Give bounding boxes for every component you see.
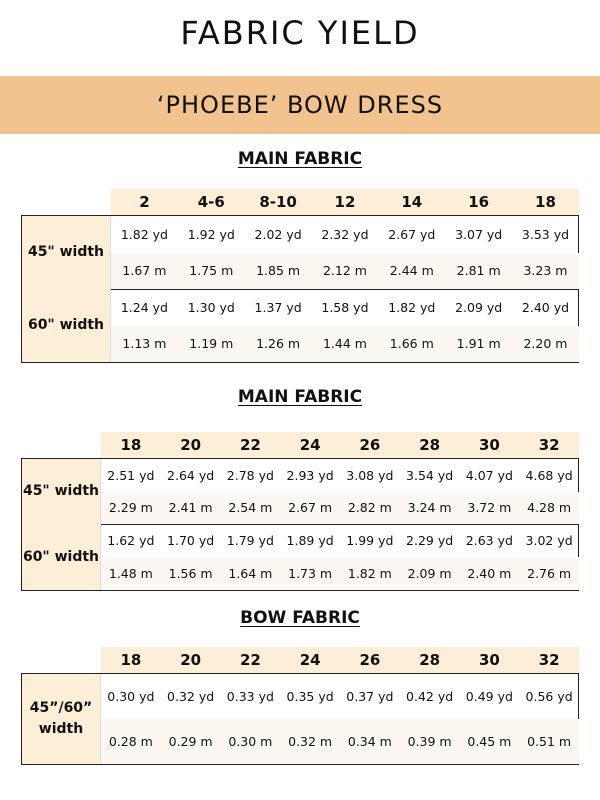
meterage-cell: 1.67 m	[122, 263, 167, 279]
yield-values	[111, 216, 579, 289]
meterage-cell: 0.30 m	[228, 734, 273, 749]
pattern-name: ‘PHOEBE’ BOW DRESS	[156, 91, 444, 119]
meterage-cell: 2.44 m	[389, 263, 434, 279]
size-header: 30	[478, 651, 500, 669]
yardage-cell: 2.64 yd	[167, 467, 215, 483]
meters-row	[101, 492, 579, 525]
yield-values	[101, 459, 579, 524]
yardage-cell: 4.07 yd	[465, 467, 513, 483]
size-header: 24	[299, 651, 321, 669]
meterage-cell: 1.44 m	[322, 336, 367, 352]
meterage-cell: 1.48 m	[108, 566, 153, 581]
yardage-cell: 0.35 yd	[286, 689, 334, 704]
yardage-cell: 3.53 yd	[521, 226, 570, 242]
size-header: 22	[239, 651, 261, 669]
meterage-cell: 1.66 m	[389, 336, 434, 352]
width-group	[21, 524, 579, 591]
size-header: 32	[538, 436, 560, 454]
yards-row	[101, 459, 579, 492]
meterage-cell: 2.29 m	[108, 500, 153, 516]
size-header: 12	[334, 193, 356, 211]
yardage-cell: 1.92 yd	[187, 226, 235, 242]
yardage-cell: 2.51 yd	[107, 467, 155, 483]
yardage-cell: 0.37 yd	[346, 689, 394, 704]
meterage-cell: 0.29 m	[168, 734, 213, 749]
meterage-cell: 2.81 m	[456, 263, 501, 279]
size-header-row	[101, 432, 579, 458]
meterage-cell: 3.72 m	[467, 500, 512, 516]
yardage-cell: 4.68 yd	[525, 467, 573, 483]
subtitle-banner	[0, 76, 600, 134]
meters-row	[111, 326, 579, 363]
meterage-cell: 1.73 m	[288, 566, 333, 581]
meterage-cell: 2.40 m	[467, 566, 512, 581]
meterage-cell: 2.20 m	[523, 336, 568, 352]
fabric-width-label: 45" width	[22, 459, 101, 524]
fabric-width-label: 60" width	[22, 289, 111, 362]
size-header: 20	[180, 436, 202, 454]
page-title: FABRIC YIELD	[180, 14, 420, 52]
meterage-cell: 1.91 m	[456, 336, 501, 352]
size-header: 16	[468, 193, 490, 211]
yards-row	[111, 216, 579, 253]
yield-values	[101, 674, 579, 764]
size-header: 24	[299, 436, 321, 454]
meterage-cell: 2.09 m	[407, 566, 452, 581]
yardage-cell: 1.82 yd	[120, 226, 168, 242]
meterage-cell: 0.39 m	[407, 734, 452, 749]
yardage-cell: 3.07 yd	[455, 226, 503, 242]
fabric-width-label: 45" width	[22, 216, 111, 289]
size-header: 14	[401, 193, 423, 211]
size-header: 20	[180, 651, 202, 669]
size-header: 4-6	[197, 193, 225, 211]
meterage-cell: 2.76 m	[527, 566, 572, 581]
size-header: 18	[535, 193, 556, 211]
fabric-width-label: 60" width	[22, 524, 101, 590]
yardage-cell: 1.89 yd	[286, 533, 334, 548]
meterage-cell: 2.41 m	[168, 500, 213, 516]
yardage-cell: 2.09 yd	[455, 299, 503, 315]
yardage-cell: 1.58 yd	[321, 299, 369, 315]
size-header-row	[111, 189, 579, 215]
meterage-cell: 1.56 m	[168, 566, 213, 581]
meterage-cell: 1.19 m	[189, 336, 234, 352]
yield-values	[101, 524, 579, 590]
meters-row	[101, 719, 579, 764]
meters-row	[111, 253, 579, 290]
yardage-cell: 0.42 yd	[406, 689, 454, 704]
meterage-cell: 2.82 m	[347, 500, 392, 516]
meterage-cell: 0.51 m	[527, 734, 572, 749]
table-heading-bow-fabric: BOW FABRIC	[240, 608, 360, 628]
size-header: 18	[120, 436, 142, 454]
size-header: 18	[120, 651, 142, 669]
yardage-cell: 3.08 yd	[346, 467, 394, 483]
meterage-cell: 3.24 m	[407, 500, 452, 516]
width-group	[21, 458, 579, 525]
yardage-cell: 0.30 yd	[107, 689, 155, 704]
size-header-row	[101, 647, 579, 673]
size-header: 28	[419, 651, 441, 669]
meterage-cell: 2.67 m	[288, 500, 333, 516]
yards-row	[111, 289, 579, 326]
meters-row	[101, 557, 579, 590]
meterage-cell: 3.23 m	[523, 263, 568, 279]
size-header: 30	[478, 436, 500, 454]
meterage-cell: 1.26 m	[256, 336, 301, 352]
size-header: 28	[419, 436, 441, 454]
yardage-cell: 2.78 yd	[226, 467, 274, 483]
meterage-cell: 0.32 m	[288, 734, 333, 749]
width-group	[21, 673, 579, 765]
yardage-cell: 2.02 yd	[254, 226, 302, 242]
meterage-cell: 1.82 m	[347, 566, 392, 581]
yardage-cell: 3.02 yd	[525, 533, 573, 548]
fabric-width-label: 45”/60” width	[22, 674, 101, 764]
size-header: 2	[139, 193, 150, 211]
yardage-cell: 0.49 yd	[465, 689, 513, 704]
yardage-cell: 2.67 yd	[388, 226, 436, 242]
size-header: 26	[359, 436, 381, 454]
size-header: 32	[538, 651, 560, 669]
yards-row	[101, 674, 579, 719]
yardage-cell: 3.54 yd	[406, 467, 454, 483]
yardage-cell: 1.37 yd	[254, 299, 302, 315]
yardage-cell: 1.79 yd	[226, 533, 274, 548]
meterage-cell: 2.54 m	[228, 500, 273, 516]
yardage-cell: 1.24 yd	[120, 299, 168, 315]
width-group	[21, 289, 579, 363]
yardage-cell: 0.56 yd	[525, 689, 573, 704]
size-header: 26	[359, 651, 381, 669]
meterage-cell: 0.28 m	[108, 734, 153, 749]
meterage-cell: 4.28 m	[527, 500, 572, 516]
meterage-cell: 2.12 m	[322, 263, 367, 279]
yardage-cell: 0.32 yd	[167, 689, 215, 704]
width-group	[21, 215, 579, 290]
yardage-cell: 2.29 yd	[406, 533, 454, 548]
yardage-cell: 1.99 yd	[346, 533, 394, 548]
yardage-cell: 2.93 yd	[286, 467, 334, 483]
table-heading-main-fabric-2: MAIN FABRIC	[237, 387, 363, 407]
meterage-cell: 1.85 m	[256, 263, 301, 279]
yardage-cell: 0.33 yd	[226, 689, 274, 704]
meterage-cell: 0.45 m	[467, 734, 512, 749]
yield-values	[111, 289, 579, 362]
meterage-cell: 1.13 m	[122, 336, 167, 352]
table-heading-main-fabric-1: MAIN FABRIC	[237, 149, 363, 169]
yardage-cell: 2.63 yd	[465, 533, 513, 548]
yardage-cell: 2.40 yd	[521, 299, 570, 315]
size-header: 8-10	[259, 193, 297, 211]
size-header: 22	[239, 436, 261, 454]
meterage-cell: 1.75 m	[189, 263, 234, 279]
meterage-cell: 1.64 m	[228, 566, 273, 581]
yards-row	[101, 524, 579, 557]
yardage-cell: 1.70 yd	[167, 533, 215, 548]
yardage-cell: 1.30 yd	[187, 299, 235, 315]
yardage-cell: 1.82 yd	[388, 299, 436, 315]
yardage-cell: 1.62 yd	[107, 533, 155, 548]
meterage-cell: 0.34 m	[347, 734, 392, 749]
yardage-cell: 2.32 yd	[321, 226, 369, 242]
